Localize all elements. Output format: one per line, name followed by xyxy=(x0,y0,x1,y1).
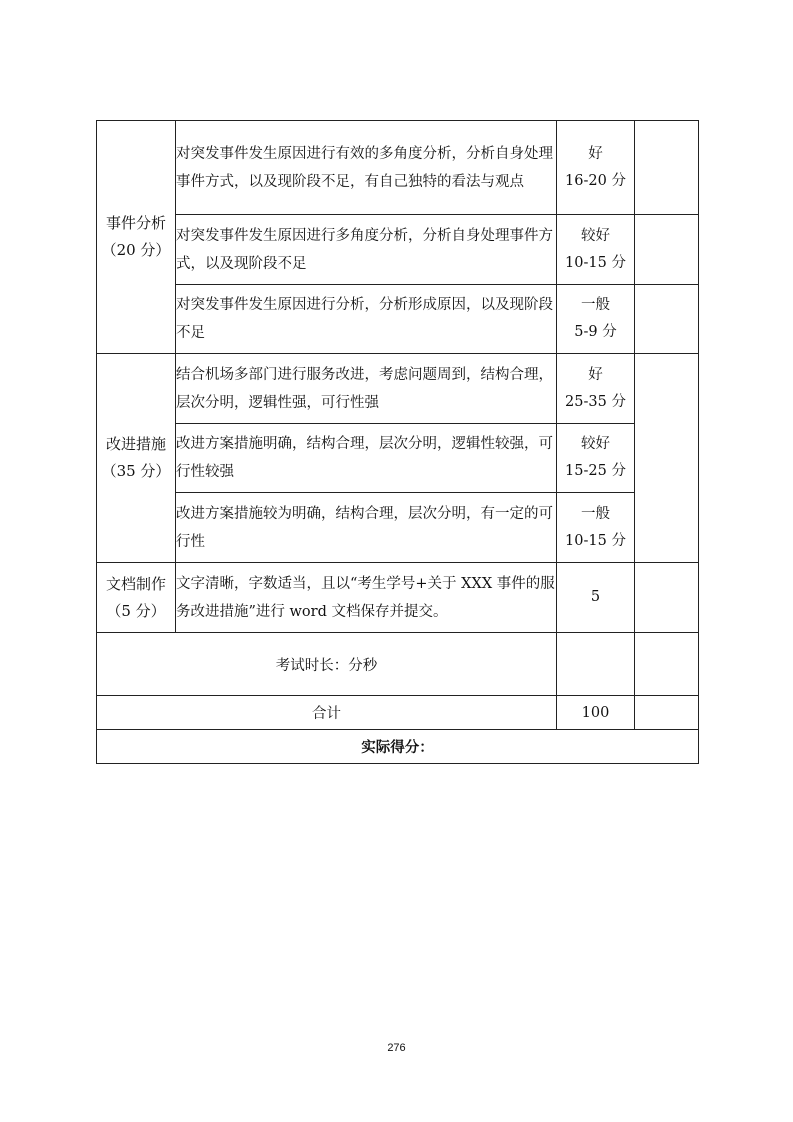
table-row xyxy=(97,121,699,215)
table-row xyxy=(97,696,699,730)
criteria-description: 改进方案措施较为明确，结构合理，层次分明，有一定的可行性 xyxy=(176,493,557,563)
table-row xyxy=(97,633,699,696)
grade-label: 一般 xyxy=(581,297,610,313)
grade-label: 好 xyxy=(588,145,603,162)
grade-cell xyxy=(557,215,635,285)
criteria-description: 结合机场多部门进行服务改进，考虑问题周到，结构合理，层次分明，逻辑性强，可行性强 xyxy=(176,354,557,424)
table-row xyxy=(97,354,699,424)
grade-range: 10-15 分 xyxy=(565,532,626,549)
grade-range: 5-9 分 xyxy=(574,324,617,340)
category-name: 改进措施 xyxy=(105,435,166,453)
grade-cell xyxy=(557,493,635,563)
scoring-table xyxy=(96,120,699,764)
grade-range: 15-25 分 xyxy=(565,463,626,479)
criteria-description: 对突发事件发生原因进行有效的多角度分析，分析自身处理事件方式，以及现阶段不足，有自己独特的看法与观点 xyxy=(176,121,557,215)
table-row xyxy=(97,215,699,285)
table-row xyxy=(97,424,699,493)
empty-cell xyxy=(557,633,635,696)
grade-cell xyxy=(557,354,635,424)
grade-range: 10-15 分 xyxy=(565,254,626,271)
actual-score-cell xyxy=(635,121,699,215)
table-row xyxy=(97,493,699,563)
criteria-description: 改进方案措施明确，结构合理，层次分明，逻辑性较强，可行性较强 xyxy=(176,424,557,493)
actual-score-cell xyxy=(635,215,699,285)
grade-range: 25-35 分 xyxy=(565,393,626,410)
actual-score-cell xyxy=(635,354,699,563)
category-cell xyxy=(97,563,176,633)
category-cell xyxy=(97,121,176,354)
table-row xyxy=(97,285,699,354)
category-name: 文档制作 xyxy=(105,574,166,593)
category-points: （5 分） xyxy=(106,601,166,620)
grade-label: 好 xyxy=(588,366,603,383)
empty-cell xyxy=(635,633,699,696)
criteria-description: 对突发事件发生原因进行分析，分析形成原因，以及现阶段不足 xyxy=(176,285,557,354)
page-number: 276 xyxy=(387,1042,406,1054)
category-points: （35 分） xyxy=(101,462,171,480)
table-row xyxy=(97,730,699,764)
criteria-description: 文字清晰，字数适当，且以“考生学号+关于 XXX 事件的服务改进措施”进行 word 文档保存并提交。 xyxy=(176,563,557,633)
grade-range: 16-20 分 xyxy=(565,172,626,189)
category-name: 事件分析 xyxy=(105,214,166,232)
grade-range: 5 xyxy=(557,563,635,633)
table-row xyxy=(97,563,699,633)
criteria-description: 对突发事件发生原因进行多角度分析，分析自身处理事件方式，以及现阶段不足 xyxy=(176,215,557,285)
total-value: 100 xyxy=(557,696,635,730)
grade-cell xyxy=(557,285,635,354)
grade-label: 较好 xyxy=(581,436,610,452)
actual-score-label: 实际得分： xyxy=(97,730,699,764)
exam-duration: 考试时长：分秒 xyxy=(97,633,557,696)
actual-score-cell xyxy=(635,285,699,354)
grade-label: 一般 xyxy=(581,505,610,522)
grade-cell xyxy=(557,424,635,493)
category-cell xyxy=(97,354,176,563)
grade-label: 较好 xyxy=(581,227,610,244)
total-label: 合计 xyxy=(97,696,557,730)
grade-cell xyxy=(557,121,635,215)
category-points: （20 分） xyxy=(101,241,171,259)
empty-cell xyxy=(635,696,699,730)
actual-score-cell xyxy=(635,563,699,633)
